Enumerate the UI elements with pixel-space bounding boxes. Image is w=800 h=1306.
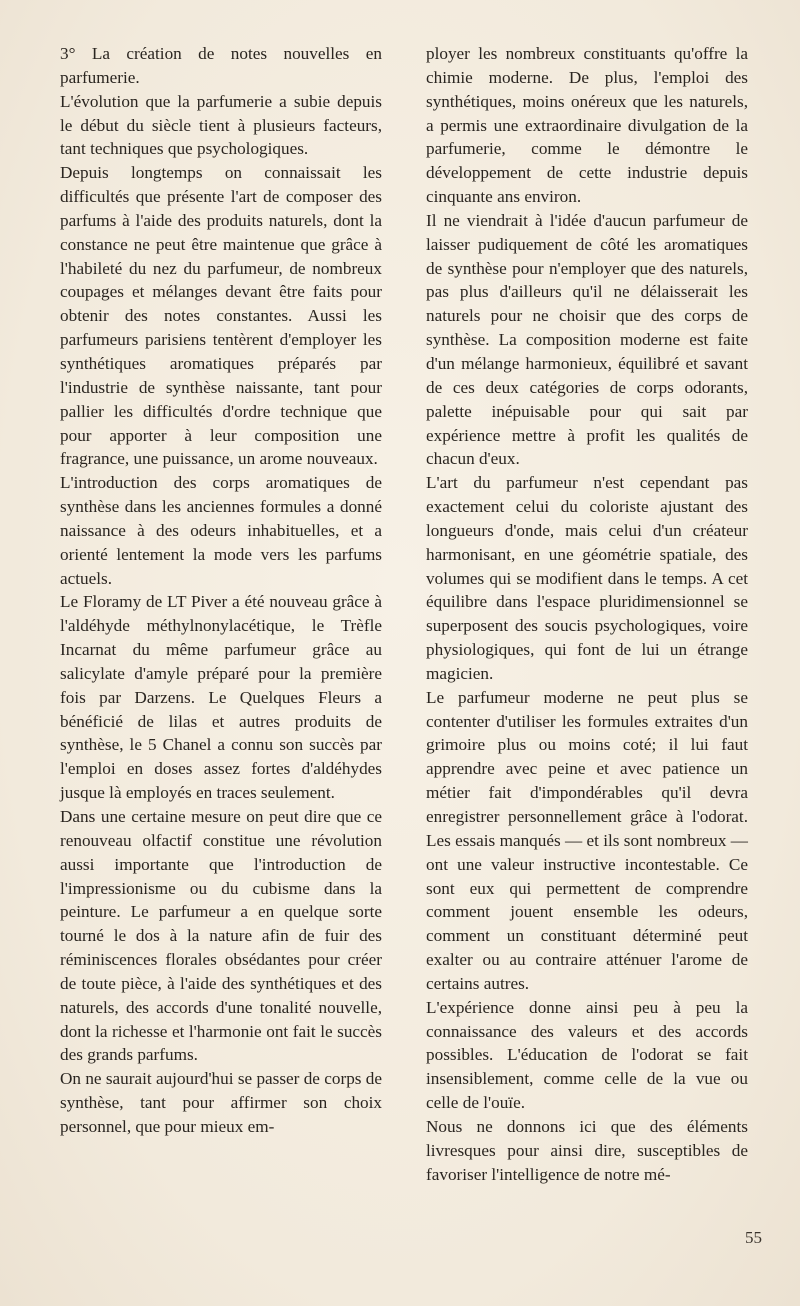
paragraph: Le Floramy de LT Piver a été nouveau grâce à l'aldéhyde méthylnonylacétique, le Trèfle Incarnat du même parfumeur grâce au salicylate d'amyle préparé pour la première fois par Darzens. Le Quelques Fleurs a bénéficié de lilas et autres produits de synthèse, le 5 Chanel a connu son succès par l'emploi en doses assez fortes d'aldéhydes jusque là employés en traces seulement. xyxy=(60,592,382,803)
paragraph: L'art du parfumeur n'est cependant pas exactement celui du coloriste ajustant des longueurs d'onde, mais celui d'un créateur harmonisant, en une géométrie spatiale, des volumes qui se modifient dans le temps. A cet équilibre dans l'espace pluridimensionnel se superposent des soucis psychologiques, voire physiologiques, qui font de lui un étrange magicien. xyxy=(426,473,748,683)
paragraph: L'introduction des corps aromatiques de synthèse dans les anciennes formules a donné naissance à des odeurs inhabituelles, et a orienté lentement la mode vers les parfums actuels. xyxy=(60,473,382,588)
paragraph: Il ne viendrait à l'idée d'aucun parfumeur de laisser pudiquement de côté les aromatiques de synthèse pour n'employer que des naturels, pas plus d'ailleurs qu'il ne délaisserait les naturels pour ne choisir que des corps de synthèse. La composition moderne est faite d'un mélange harmonieux, équilibré et savant de ces deux catégories de corps odorants, palette inépuisable pour qui sait par expérience mettre à profit les qualités de chacun d'eux. xyxy=(426,210,748,469)
paragraph-heading: 3° La création de notes nouvelles en parfumerie. xyxy=(60,44,382,87)
right-column xyxy=(426,42,748,1187)
paragraph: L'expérience donne ainsi peu à peu la connaissance des valeurs et des accords possibles. L'éducation de l'odorat se fait insensiblement, comme celle de la vue ou celle de l'ouïe. xyxy=(426,997,748,1113)
paragraph: ployer les nombreux constituants qu'offre la chimie moderne. De plus, l'emploi des synthétiques, moins onéreux que les naturels, a permis une extraordinaire divulgation de la parfumerie, comme le démontre le développement de cette industrie depuis cinquante ans environ. xyxy=(426,44,748,207)
page-number: 55 xyxy=(745,1228,762,1247)
paragraph: Depuis longtemps on connaissait les difficultés que présente l'art de composer des parfums à l'aide des produits naturels, dont la constance ne peut être maintenue que grâce à l'habileté du nez du parfumeur, de nombreux coupages et mélanges devant être faits pour obtenir des notes constantes. Aussi les parfumeurs parisiens tentèrent d'employer les synthétiques aromatiques préparés par l'industrie de synthèse naissante, tant pour pallier les difficultés d'ordre technique que pour apporter à leur composition une fragrance, une puissance, un arome nouveaux. xyxy=(60,163,382,469)
left-column xyxy=(60,42,382,1139)
paragraph: Nous ne donnons ici que des éléments livresques pour ainsi dire, susceptibles de favoriser l'intelligence de notre mé- xyxy=(426,1116,748,1184)
paragraph: Le parfumeur moderne ne peut plus se contenter d'utiliser les formules extraites d'un grimoire plus ou moins coté; il lui faut apprendre avec peine et avec patience un métier fait d'impondérables qu'il devra enregistrer personnellement grâce à l'odorat. Les essais manqués — et ils sont nombreux — ont une valeur instructive incontestable. Ce sont eux qui permettent de comprendre comment jouent ensemble les odeurs, comment un constituant déterminé peut exalter ou au contraire atténuer l'arome de certains autres. xyxy=(426,687,748,993)
paragraph: L'évolution que la parfumerie a subie depuis le début du siècle tient à plusieurs facteurs, tant techniques que psychologiques. xyxy=(60,91,382,159)
paragraph: Dans une certaine mesure on peut dire que ce renouveau olfactif constitue une révolution aussi importante que l'introduction de l'impressionisme ou du cubisme dans la peinture. Le parfumeur a en quelque sorte tourné le dos à la nature afin de fuir des réminiscences florales obsédantes pour créer de toute pièce, à l'aide des synthétiques et des naturels, des accords d'une tonalité nouvelle, dont la richesse et l'harmonie ont fait le succès des grands parfums. xyxy=(60,807,382,1065)
paragraph: On ne saurait aujourd'hui se passer de corps de synthèse, tant pour affirmer son choix personnel, que pour mieux em- xyxy=(60,1069,382,1136)
